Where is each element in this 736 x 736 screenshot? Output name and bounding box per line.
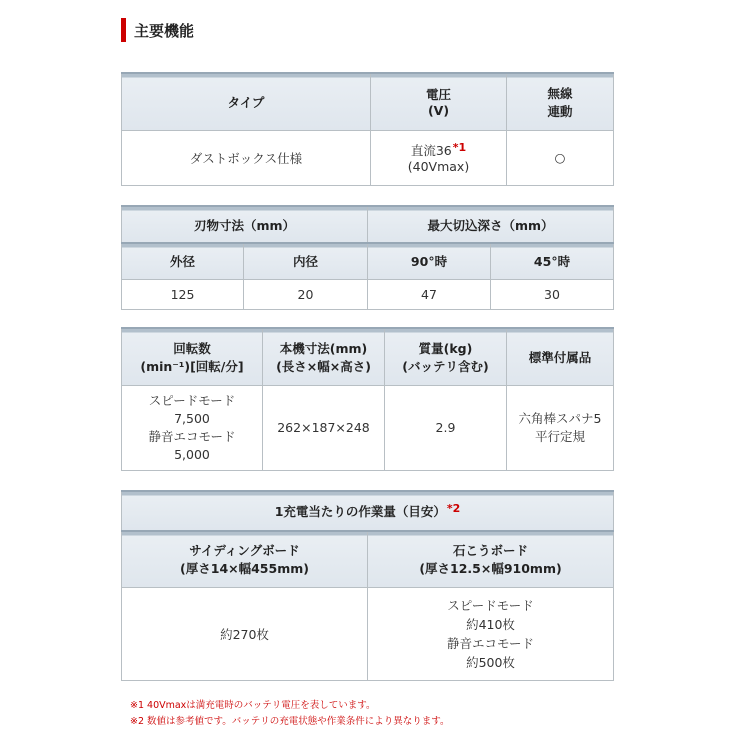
- cell-siding-board: 約270枚: [122, 587, 368, 680]
- header-blade-size: 刃物寸法（mm）: [122, 206, 368, 243]
- footnote-1: ※1 40Vmaxは満充電時のバッテリ電圧を表しています。: [130, 700, 376, 711]
- footnote-2: ※2 数値は参考値です。バッテリの充電状態や作業条件により異なります。: [130, 716, 450, 727]
- cell-45deg: 30: [491, 279, 614, 309]
- spec-table-type: [121, 72, 614, 186]
- cell-voltage: 直流36*1 (40Vmax): [371, 130, 507, 185]
- cell-accessories: 六角棒スパナ5 平行定規: [507, 385, 614, 470]
- cell-mass: 2.9: [385, 385, 507, 470]
- cell-inner-diameter: 20: [244, 279, 368, 309]
- cell-dimensions: 262×187×248: [263, 385, 385, 470]
- header-max-depth: 最大切込深さ（mm）: [368, 206, 614, 243]
- cell-wireless: ○: [507, 130, 614, 185]
- header-90deg: 90°時: [368, 243, 491, 279]
- cell-gypsum-board: スピードモード 約410枚 静音エコモード 約500枚: [368, 587, 614, 680]
- heading-accent-bar: [121, 18, 126, 42]
- header-type: タイプ: [122, 73, 371, 130]
- header-accessories: 標準付属品: [507, 328, 614, 385]
- header-outer-diameter: 外径: [122, 243, 244, 279]
- cell-rpm: スピードモード 7,500 静音エコモード 5,000: [122, 385, 263, 470]
- cell-outer-diameter: 125: [122, 279, 244, 309]
- footnote-mark-2: *2: [446, 502, 461, 515]
- cell-90deg: 47: [368, 279, 491, 309]
- header-wireless: 無線 連動: [507, 73, 614, 130]
- header-voltage: 電圧 (V): [371, 73, 507, 130]
- header-gypsum-board: 石こうボード (厚さ12.5×幅910mm): [368, 531, 614, 587]
- footnote-mark-1: *1: [452, 141, 467, 154]
- header-workload: 1充電当たりの作業量（目安）*2: [122, 491, 614, 531]
- section-title: 主要機能: [134, 21, 195, 40]
- header-45deg: 45°時: [491, 243, 614, 279]
- header-inner-diameter: 内径: [244, 243, 368, 279]
- header-dimensions: 本機寸法(mm) (長さ×幅×高さ): [263, 328, 385, 385]
- footnotes: [130, 698, 450, 730]
- header-rpm: 回転数 (min⁻¹)[回転/分]: [122, 328, 263, 385]
- spec-table-blade: [121, 205, 614, 310]
- cell-type: ダストボックス仕様: [122, 130, 371, 185]
- header-mass: 質量(kg) (バッテリ含む): [385, 328, 507, 385]
- section-heading: [121, 18, 194, 42]
- spec-table-body: [121, 327, 614, 471]
- spec-table-workload: [121, 490, 614, 681]
- header-siding-board: サイディングボード (厚さ14×幅455mm): [122, 531, 368, 587]
